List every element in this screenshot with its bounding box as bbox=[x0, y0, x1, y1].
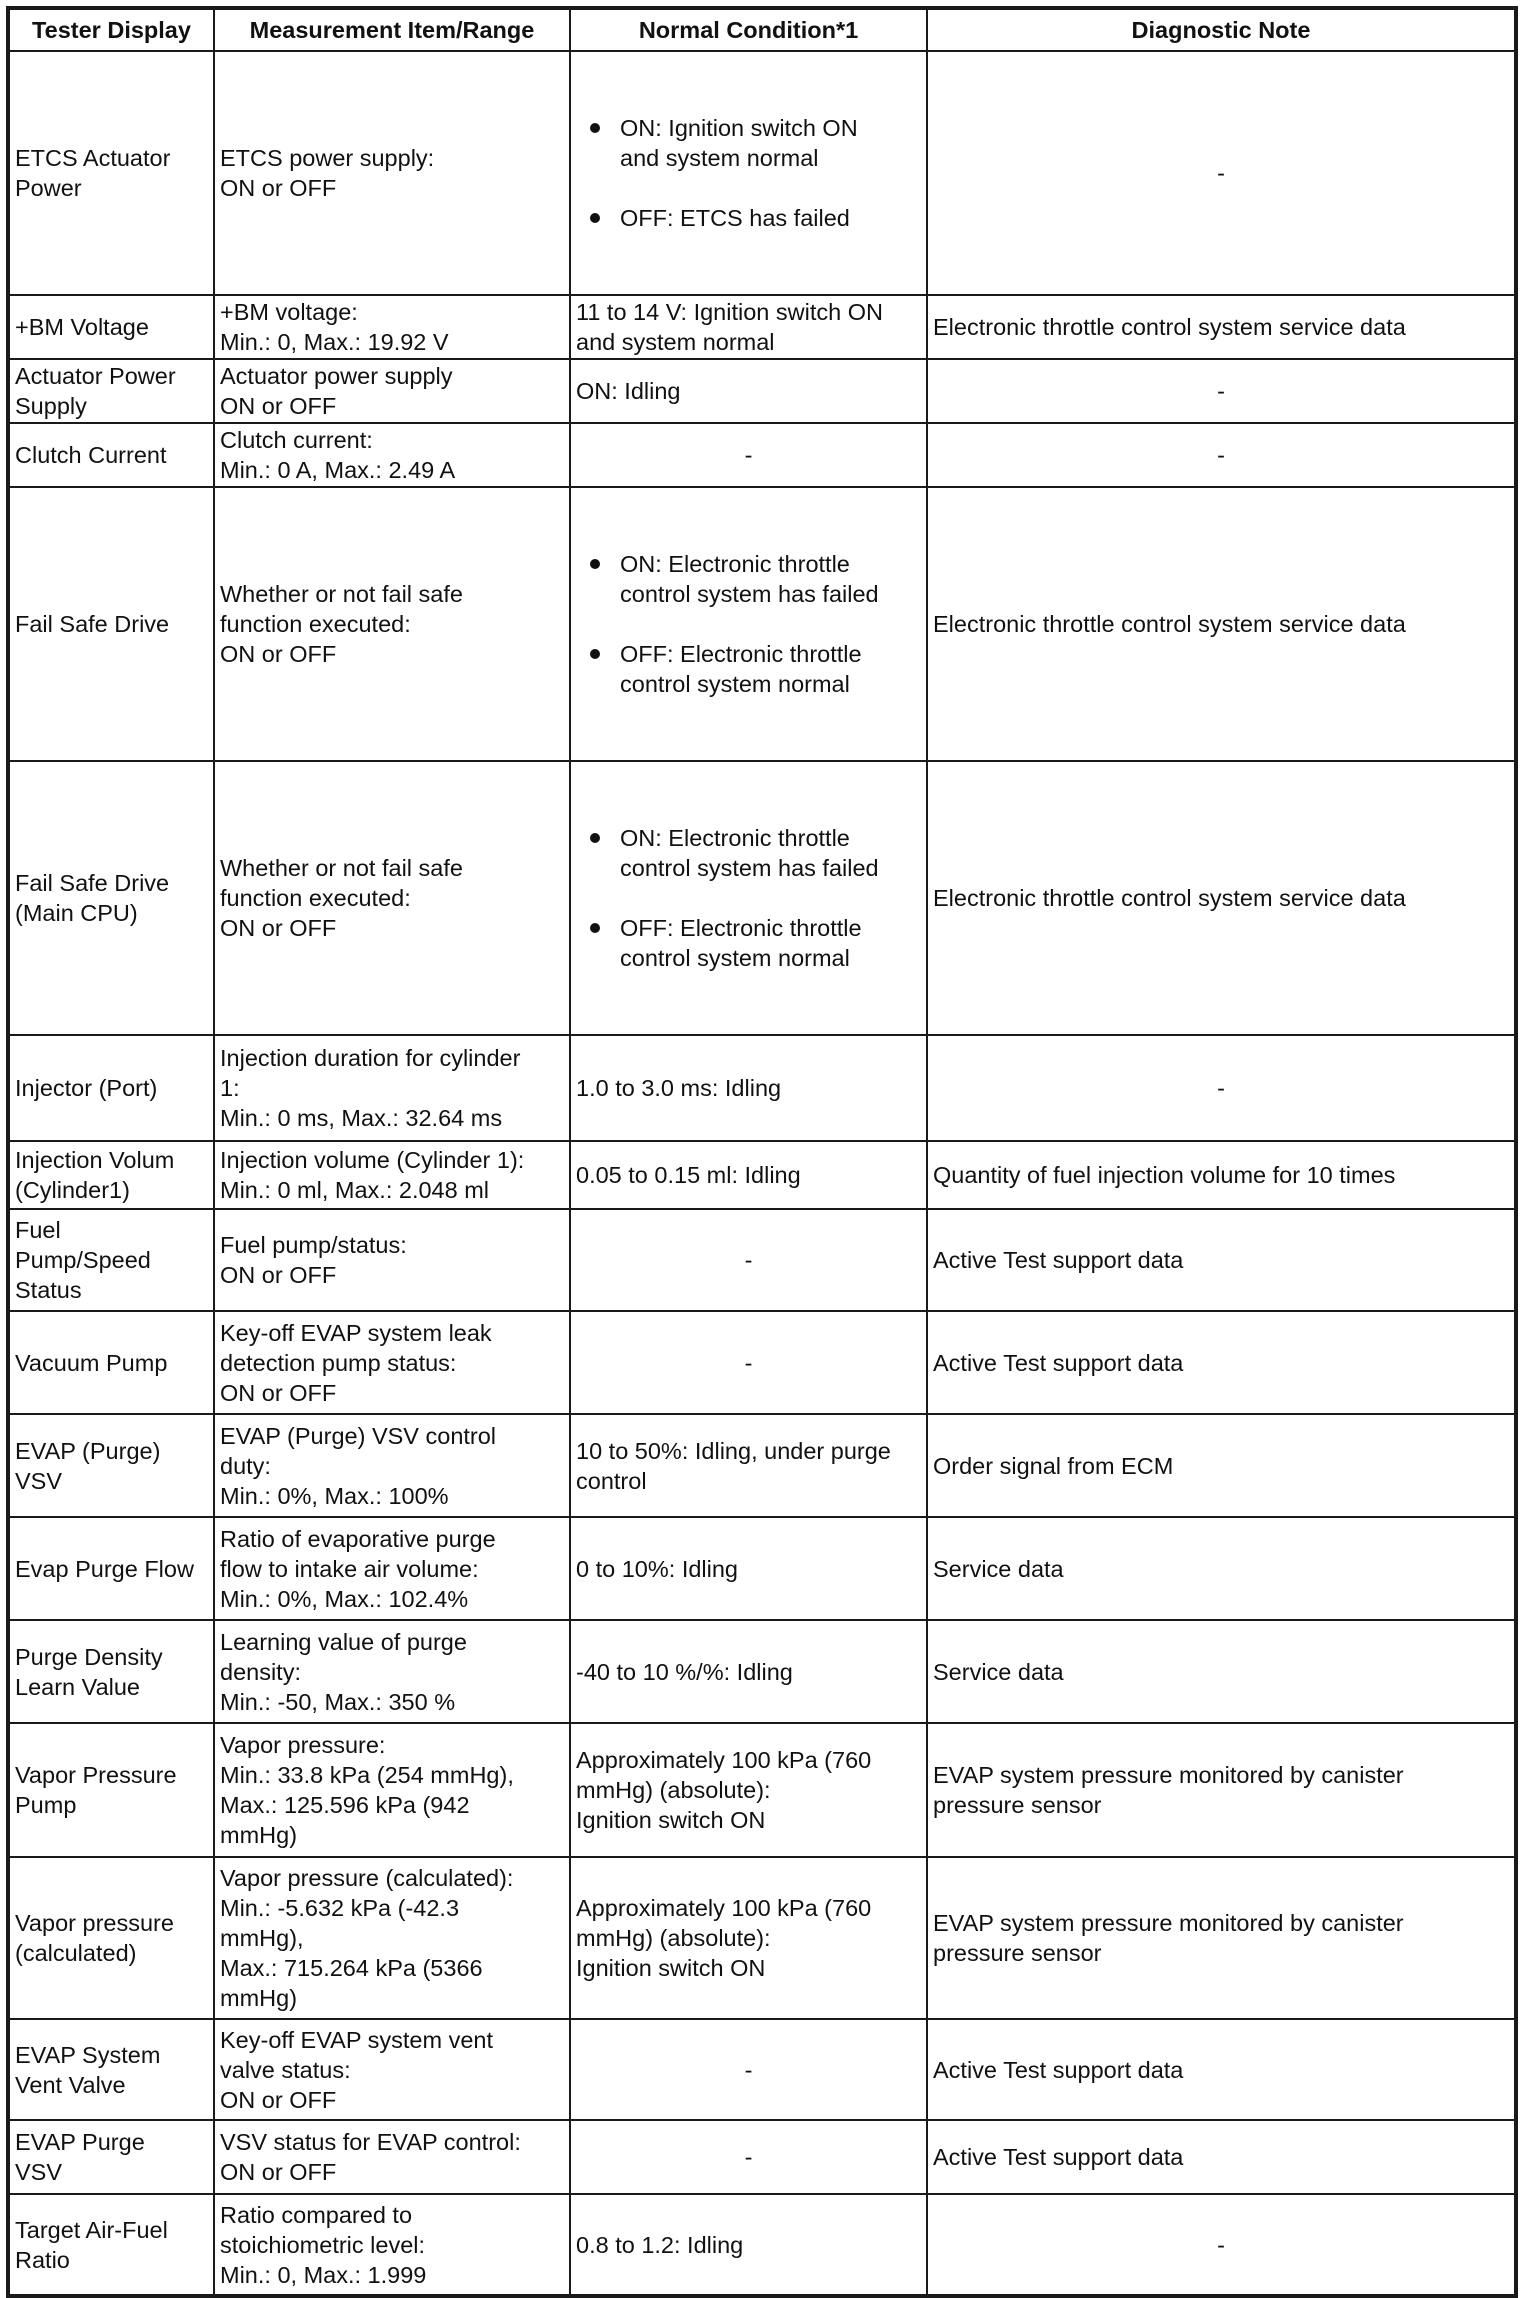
normal-condition-cell: - bbox=[570, 1311, 927, 1414]
normal-condition-cell: 10 to 50%: Idling, under purge control bbox=[570, 1414, 927, 1517]
normal-condition-bullet: OFF: ETCS has failed bbox=[620, 203, 921, 233]
normal-condition-cell bbox=[570, 487, 927, 761]
diagnostic-note-cell: - bbox=[927, 359, 1516, 423]
diagnostic-note-cell: Order signal from ECM bbox=[927, 1414, 1516, 1517]
diagnostic-note-cell: Service data bbox=[927, 1620, 1516, 1723]
tester-display-cell: Injection Volum (Cylinder1) bbox=[8, 1141, 214, 1209]
measurement-item-cell: Actuator power supply ON or OFF bbox=[214, 359, 570, 423]
table-row bbox=[8, 487, 1516, 761]
normal-condition-cell: - bbox=[570, 2019, 927, 2120]
diagnostic-note-cell: - bbox=[927, 51, 1516, 295]
tester-display-cell: Vapor pressure (calculated) bbox=[8, 1857, 214, 2019]
table-row bbox=[8, 2120, 1516, 2194]
normal-condition-bullet: ON: Electronic throttle control system has failed bbox=[620, 549, 921, 609]
tester-display-cell: Fail Safe Drive (Main CPU) bbox=[8, 761, 214, 1035]
diagnostic-note-cell: Active Test support data bbox=[927, 2120, 1516, 2194]
measurement-item-cell: Ratio compared to stoichiometric level: Min.: 0, Max.: 1.999 bbox=[214, 2194, 570, 2296]
header-tester-display: Tester Display bbox=[8, 8, 214, 51]
data-list-table bbox=[6, 6, 1518, 2298]
normal-condition-cell: ON: Idling bbox=[570, 359, 927, 423]
normal-condition-bullet: ON: Electronic throttle control system has failed bbox=[620, 823, 921, 883]
normal-condition-cell bbox=[570, 761, 927, 1035]
normal-condition-bullet: ON: Ignition switch ON and system normal bbox=[620, 113, 921, 173]
measurement-item-cell: Whether or not fail safe function executed: ON or OFF bbox=[214, 487, 570, 761]
normal-condition-cell: - bbox=[570, 2120, 927, 2194]
diagnostic-note-cell: Quantity of fuel injection volume for 10 times bbox=[927, 1141, 1516, 1209]
diagnostic-note-cell: Service data bbox=[927, 1517, 1516, 1620]
tester-display-cell: EVAP (Purge) VSV bbox=[8, 1414, 214, 1517]
table-row bbox=[8, 1141, 1516, 1209]
normal-condition-cell: 1.0 to 3.0 ms: Idling bbox=[570, 1035, 927, 1141]
header-measurement-item: Measurement Item/Range bbox=[214, 8, 570, 51]
tester-display-cell: ETCS Actuator Power bbox=[8, 51, 214, 295]
tester-display-cell: EVAP System Vent Valve bbox=[8, 2019, 214, 2120]
measurement-item-cell: VSV status for EVAP control: ON or OFF bbox=[214, 2120, 570, 2194]
table-row bbox=[8, 295, 1516, 359]
table-row bbox=[8, 1311, 1516, 1414]
tester-display-cell: Actuator Power Supply bbox=[8, 359, 214, 423]
tester-display-cell: Clutch Current bbox=[8, 423, 214, 487]
table-row bbox=[8, 1857, 1516, 2019]
table-row bbox=[8, 1517, 1516, 1620]
normal-condition-cell: - bbox=[570, 423, 927, 487]
tester-display-cell: Purge Density Learn Value bbox=[8, 1620, 214, 1723]
header-row bbox=[8, 8, 1516, 51]
table-row bbox=[8, 423, 1516, 487]
normal-condition-cell: Approximately 100 kPa (760 mmHg) (absolute): Ignition switch ON bbox=[570, 1857, 927, 2019]
normal-condition-cell: 0.05 to 0.15 ml: Idling bbox=[570, 1141, 927, 1209]
normal-condition-cell: - bbox=[570, 1209, 927, 1311]
diagnostic-note-cell: - bbox=[927, 2194, 1516, 2296]
measurement-item-cell: ETCS power supply: ON or OFF bbox=[214, 51, 570, 295]
table-row bbox=[8, 1723, 1516, 1857]
page bbox=[6, 6, 1518, 2298]
table-row bbox=[8, 359, 1516, 423]
measurement-item-cell: Vapor pressure (calculated): Min.: -5.632 kPa (-42.3 mmHg), Max.: 715.264 kPa (5366 mmHg) bbox=[214, 1857, 570, 2019]
diagnostic-note-cell: Electronic throttle control system service data bbox=[927, 761, 1516, 1035]
table-row bbox=[8, 51, 1516, 295]
tester-display-cell: Vapor Pressure Pump bbox=[8, 1723, 214, 1857]
measurement-item-cell: +BM voltage: Min.: 0, Max.: 19.92 V bbox=[214, 295, 570, 359]
measurement-item-cell: Clutch current: Min.: 0 A, Max.: 2.49 A bbox=[214, 423, 570, 487]
measurement-item-cell: EVAP (Purge) VSV control duty: Min.: 0%, Max.: 100% bbox=[214, 1414, 570, 1517]
diagnostic-note-cell: Active Test support data bbox=[927, 1209, 1516, 1311]
measurement-item-cell: Vapor pressure: Min.: 33.8 kPa (254 mmHg), Max.: 125.596 kPa (942 mmHg) bbox=[214, 1723, 570, 1857]
diagnostic-note-cell: Active Test support data bbox=[927, 1311, 1516, 1414]
measurement-item-cell: Whether or not fail safe function executed: ON or OFF bbox=[214, 761, 570, 1035]
normal-condition-cell: 11 to 14 V: Ignition switch ON and system normal bbox=[570, 295, 927, 359]
measurement-item-cell: Ratio of evaporative purge flow to intake air volume: Min.: 0%, Max.: 102.4% bbox=[214, 1517, 570, 1620]
normal-condition-cell: Approximately 100 kPa (760 mmHg) (absolute): Ignition switch ON bbox=[570, 1723, 927, 1857]
tester-display-cell: Fuel Pump/Speed Status bbox=[8, 1209, 214, 1311]
table-row bbox=[8, 1209, 1516, 1311]
normal-condition-bullet: OFF: Electronic throttle control system normal bbox=[620, 913, 921, 973]
diagnostic-note-cell: Electronic throttle control system service data bbox=[927, 487, 1516, 761]
normal-condition-cell: 0.8 to 1.2: Idling bbox=[570, 2194, 927, 2296]
diagnostic-note-cell: - bbox=[927, 1035, 1516, 1141]
normal-condition-cell: 0 to 10%: Idling bbox=[570, 1517, 927, 1620]
normal-condition-list bbox=[576, 793, 921, 1003]
diagnostic-note-cell: - bbox=[927, 423, 1516, 487]
table-row bbox=[8, 1035, 1516, 1141]
table-row bbox=[8, 1620, 1516, 1723]
tester-display-cell: Injector (Port) bbox=[8, 1035, 214, 1141]
measurement-item-cell: Key-off EVAP system leak detection pump status: ON or OFF bbox=[214, 1311, 570, 1414]
tester-display-cell: Vacuum Pump bbox=[8, 1311, 214, 1414]
normal-condition-cell: -40 to 10 %/%: Idling bbox=[570, 1620, 927, 1723]
tester-display-cell: +BM Voltage bbox=[8, 295, 214, 359]
normal-condition-cell bbox=[570, 51, 927, 295]
measurement-item-cell: Injection volume (Cylinder 1): Min.: 0 ml, Max.: 2.048 ml bbox=[214, 1141, 570, 1209]
table-row bbox=[8, 761, 1516, 1035]
diagnostic-note-cell: Electronic throttle control system service data bbox=[927, 295, 1516, 359]
diagnostic-note-cell: EVAP system pressure monitored by canister pressure sensor bbox=[927, 1723, 1516, 1857]
normal-condition-list bbox=[576, 519, 921, 729]
measurement-item-cell: Key-off EVAP system vent valve status: ON or OFF bbox=[214, 2019, 570, 2120]
header-normal-condition: Normal Condition*1 bbox=[570, 8, 927, 51]
diagnostic-note-cell: EVAP system pressure monitored by canister pressure sensor bbox=[927, 1857, 1516, 2019]
tester-display-cell: Evap Purge Flow bbox=[8, 1517, 214, 1620]
tester-display-cell: Target Air-Fuel Ratio bbox=[8, 2194, 214, 2296]
table-row bbox=[8, 1414, 1516, 1517]
tester-display-cell: EVAP Purge VSV bbox=[8, 2120, 214, 2194]
table-row bbox=[8, 2019, 1516, 2120]
normal-condition-list bbox=[576, 83, 921, 263]
header-diagnostic-note: Diagnostic Note bbox=[927, 8, 1516, 51]
tester-display-cell: Fail Safe Drive bbox=[8, 487, 214, 761]
measurement-item-cell: Learning value of purge density: Min.: -50, Max.: 350 % bbox=[214, 1620, 570, 1723]
table-row bbox=[8, 2194, 1516, 2296]
normal-condition-bullet: OFF: Electronic throttle control system normal bbox=[620, 639, 921, 699]
diagnostic-note-cell: Active Test support data bbox=[927, 2019, 1516, 2120]
measurement-item-cell: Injection duration for cylinder 1: Min.: 0 ms, Max.: 32.64 ms bbox=[214, 1035, 570, 1141]
measurement-item-cell: Fuel pump/status: ON or OFF bbox=[214, 1209, 570, 1311]
